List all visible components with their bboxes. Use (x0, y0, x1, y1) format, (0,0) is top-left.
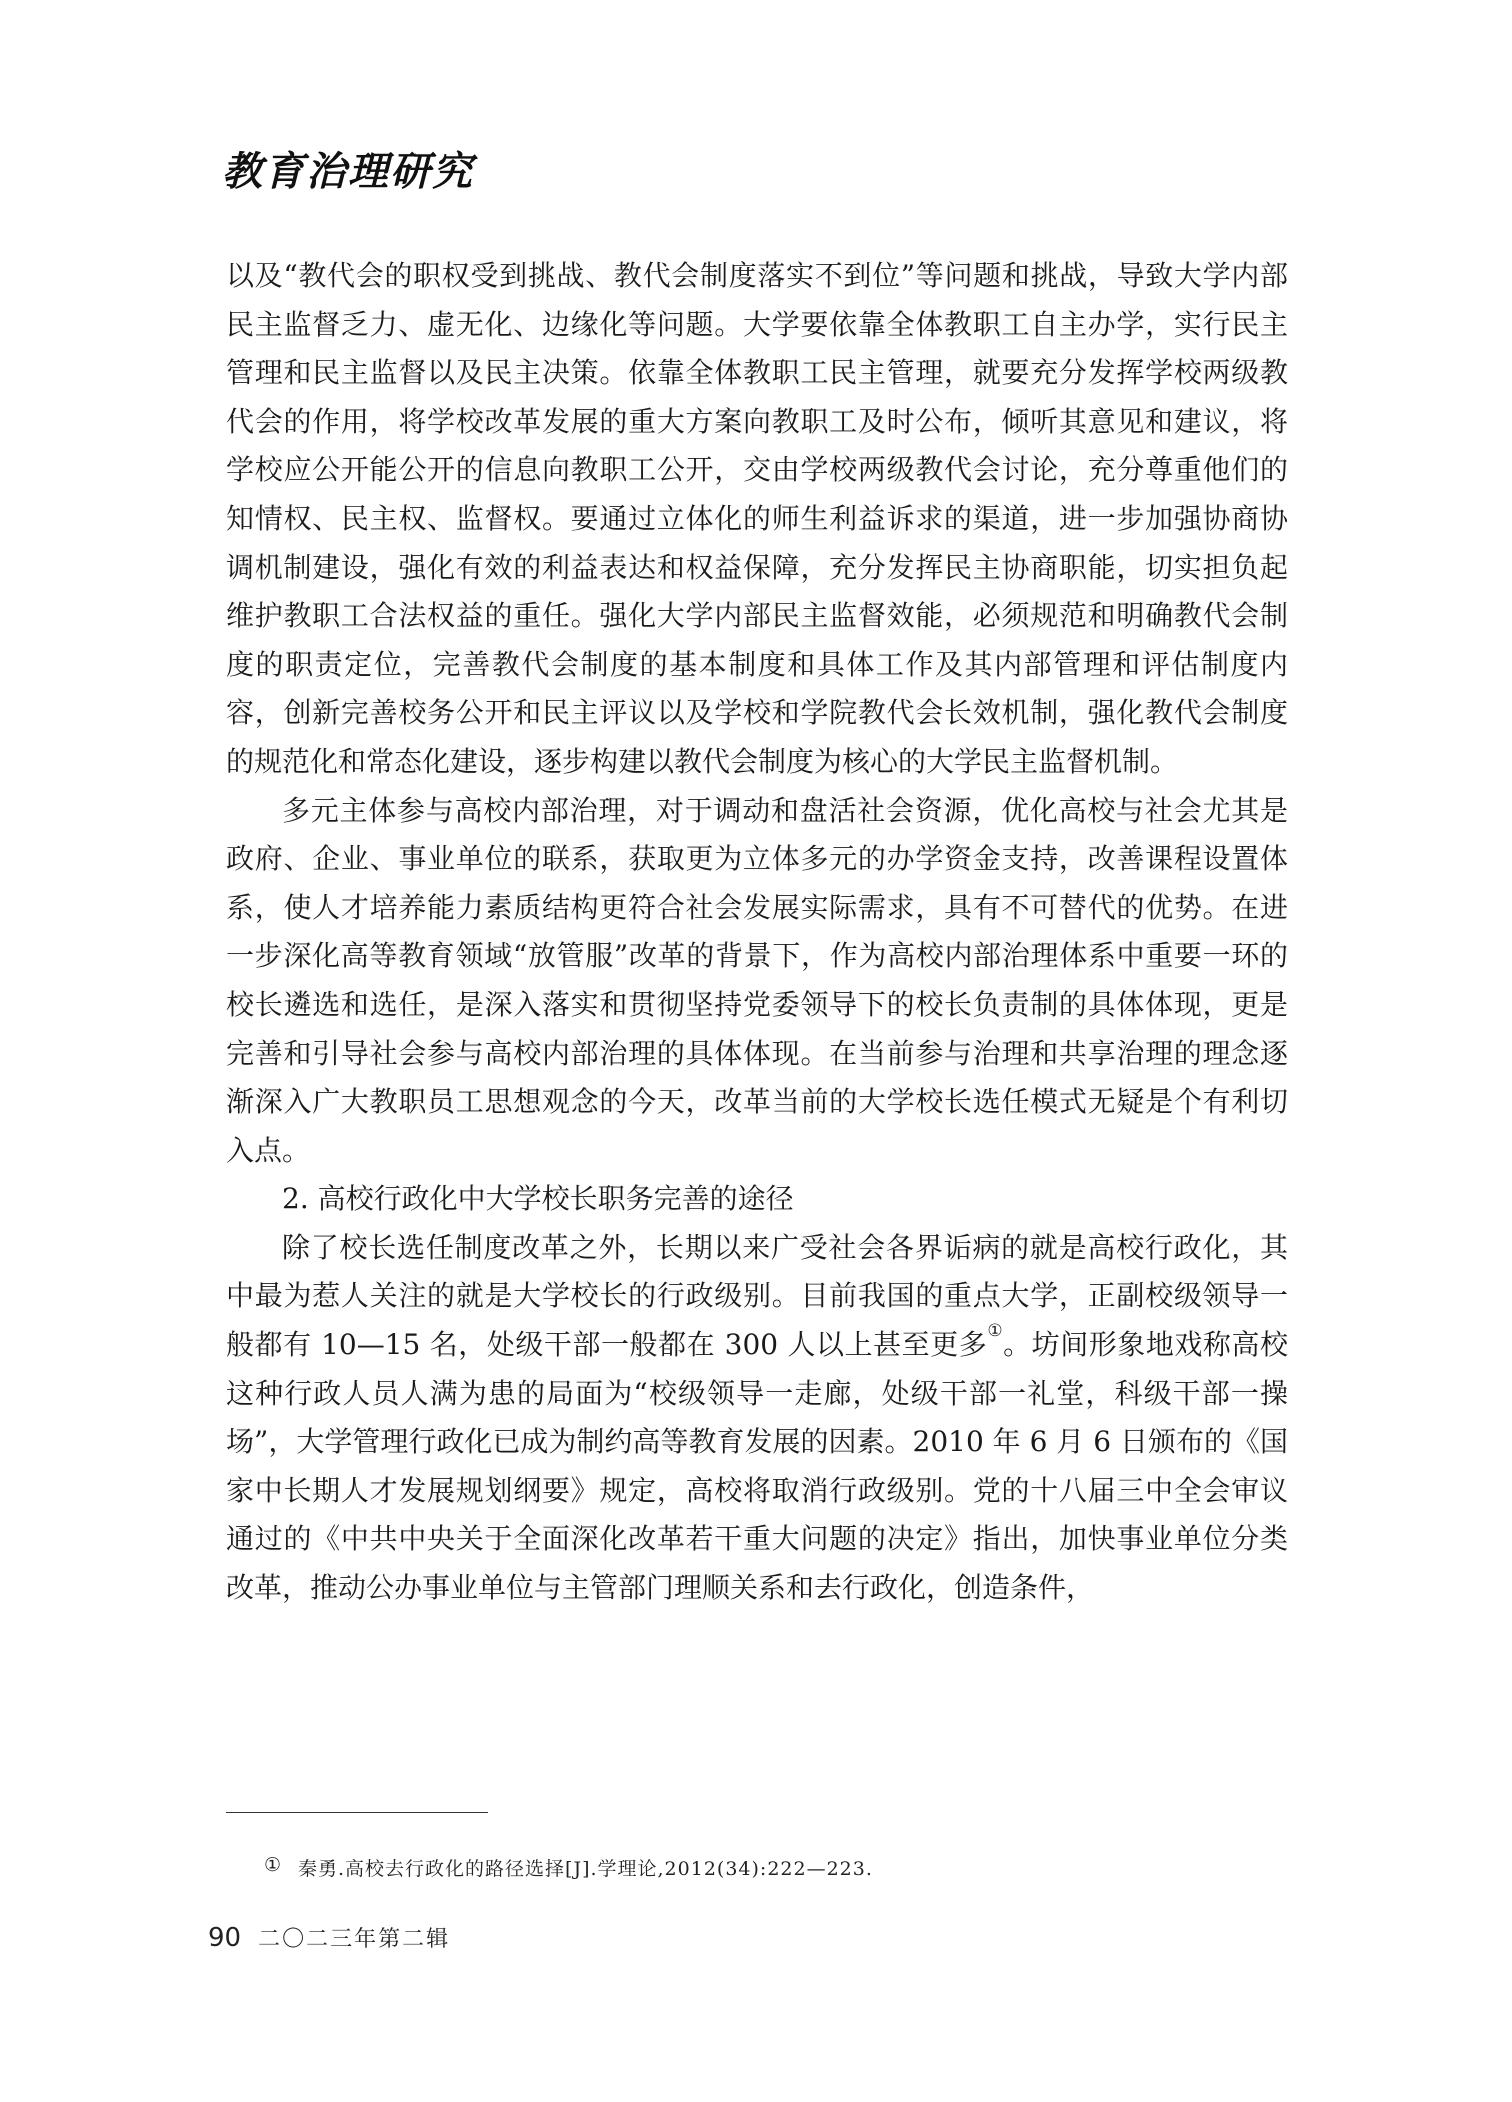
section-heading: 2. 高校行政化中大学校长职务完善的途径 (282, 1182, 794, 1216)
page-number: 90 (208, 1923, 242, 1953)
paragraph-text: 除了校长选任制度改革之外，长期以来广受社会各界诟病的就是高校行政化，其中最为惹人关注的就是大学校长的行政级别。目前我国的重点大学，正副校级领导一般都有 10—15 名，处级干部一般都在 300 人以上甚至更多 (226, 1230, 1288, 1362)
footnote-text: 秦勇.高校去行政化的路径选择[J].学理论,2012(34):222—223. (298, 1858, 873, 1880)
journal-title: 教育治理研究 (222, 148, 474, 195)
article-body (226, 252, 1288, 1613)
paragraph (226, 1224, 1288, 1613)
paragraph: 多元主体参与高校内部治理，对于调动和盘活社会资源，优化高校与社会尤其是政府、企业、事业单位的联系，获取更为立体多元的办学资金支持，改善课程设置体系，使人才培养能力素质结构更符合社会发展实际需求，具有不可替代的优势。在进一步深化高等教育领域“放管服”改革的背景下，作为高校内部治理体系中重要一环的校长遴选和选任，是深入落实和贯彻坚持党委领导下的校长负责制的具体体现，更是完善和引导社会参与高校内部治理的具体体现。在当前参与治理和共享治理的理念逐渐深入广大教职员工思想观念的今天，改革当前的大学校长选任模式无疑是个有利切入点。 (226, 793, 1288, 1167)
paragraph-text: 。坊间形象地戏称高校这种行政人员人满为患的局面为“校级领导一走廊，处级干部一礼堂，科级干部一操场”，大学管理行政化已成为制约高等教育发展的因素。2010 年 6 月 6 日颁布的《国家中长期人才发展规划纲要》规定，高校将取消行政级别。党的十八届三中全会审议通过的《中共中央关于全面深化改革若干重大问题的决定》指出，加快事业单位分类改革，推动公办事业单位与主管部门理顺关系和去行政化，创造条件， (226, 1328, 1288, 1605)
paragraph: 以及“教代会的职权受到挑战、教代会制度落实不到位”等问题和挑战，导致大学内部民主监督乏力、虚无化、边缘化等问题。大学要依靠全体教职工自主办学，实行民主管理和民主监督以及民主决策。依靠全体教职工民主管理，就要充分发挥学校两级教代会的作用，将学校改革发展的重大方案向教职工及时公布，倾听其意见和建议，将学校应公开能公开的信息向教职工公开，交由学校两级教代会讨论，充分尊重他们的知情权、民主权、监督权。要通过立体化的师生利益诉求的渠道，进一步加强协商协调机制建设，强化有效的利益表达和权益保障，充分发挥民主协商职能，切实担负起维护教职工合法权益的重任。强化大学内部民主监督效能，必须规范和明确教代会制度的职责定位，完善教代会制度的基本制度和具体工作及其内部管理和评估制度内容，创新完善校务公开和民主评议以及学校和学院教代会长效机制，强化教代会制度的规范化和常态化建设，逐步构建以教代会制度为核心的大学民主监督机制。 (226, 259, 1288, 778)
footnote (264, 1854, 873, 1881)
issue-label: 二〇二三年第二辑 (258, 1927, 451, 1952)
page-footer (208, 1922, 450, 1953)
footnote-reference[interactable]: ① (987, 1321, 1004, 1342)
footnote-divider (226, 1812, 488, 1813)
footnote-marker: ① (264, 1854, 283, 1876)
